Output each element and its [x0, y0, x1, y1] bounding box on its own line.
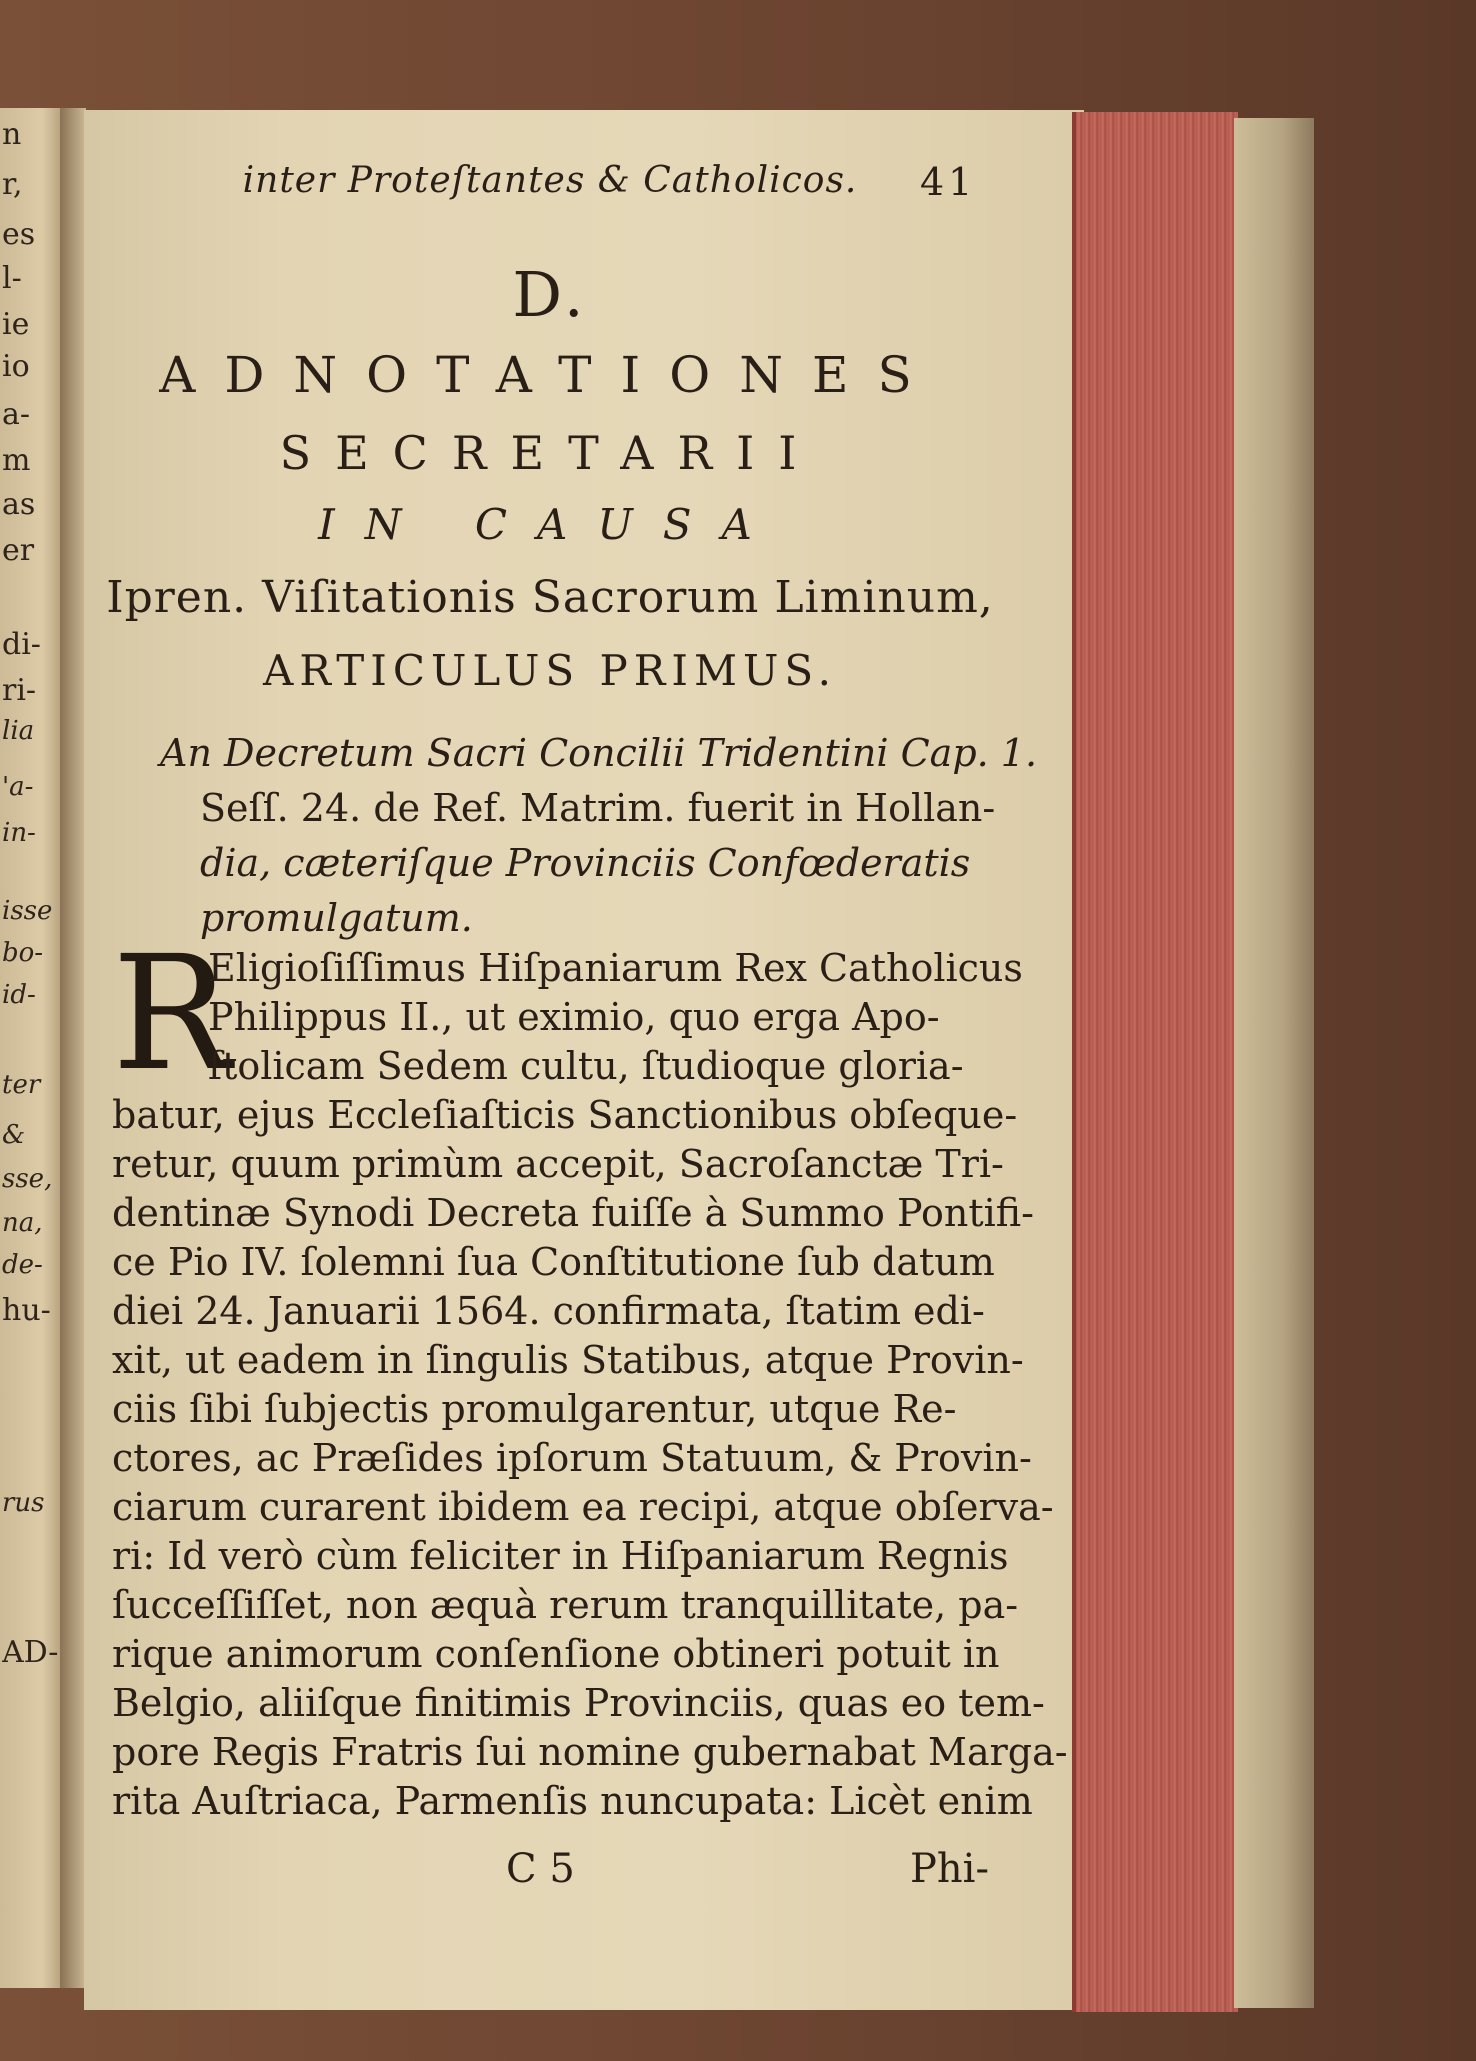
summary-line: dia, cæteriſque Provinciis Confœderatis	[200, 841, 971, 885]
body-line: ciis ſibi ſubjectis promulgarentur, utque Re-	[112, 1387, 957, 1431]
left-page-fragment: di-	[2, 630, 41, 660]
left-page-fragment: de-	[2, 1250, 43, 1280]
body-text	[112, 922, 1068, 1826]
left-page-fragment: ie	[2, 310, 30, 340]
left-page-fragment: id-	[2, 980, 36, 1010]
title-line-4: Ipren. Viſitationis Sacrorum Liminum,	[106, 572, 994, 623]
left-page-fragment: in-	[2, 818, 36, 848]
body-line: ri: Id verò cùm feliciter in Hiſpaniarum Regnis	[112, 1534, 1009, 1578]
left-page-fragment: n	[2, 120, 22, 150]
body-line: diei 24. Januarii 1564. confirmata, ſtatim edi-	[112, 1289, 985, 1333]
left-page-fragment: 'a-	[2, 772, 34, 802]
summary-line: promulgatum.	[200, 896, 473, 940]
left-page-fragment: er	[2, 536, 35, 566]
title-line-2: SECRETARII	[279, 426, 821, 480]
summary-line: Seſſ. 24. de Ref. Matrim. fuerit in Hollan-	[200, 786, 996, 830]
catchword: Phi-	[910, 1846, 989, 1892]
left-page-fragment: as	[2, 490, 36, 520]
gathering-signature: C 5	[506, 1846, 575, 1892]
left-page-fragment: na,	[2, 1208, 43, 1238]
body-line: Philippus II., ut eximio, quo erga Apo-	[208, 995, 940, 1039]
body-line: ſucceſſiſſet, non æquà rerum tranquillitate, pa-	[112, 1583, 1019, 1627]
body-line: rique animorum conſenſione obtineri potuit in	[112, 1632, 1000, 1676]
left-page-fragment: a-	[2, 400, 31, 430]
body-line: retur, quum primùm accepit, Sacroſanctæ Tri-	[112, 1142, 1004, 1186]
body-line: ce Pio IV. ſolemni ſua Conſtitutione ſub datum	[112, 1240, 995, 1284]
vellum-cover-edge	[1234, 118, 1314, 2008]
left-page-fragment: m	[2, 446, 31, 476]
left-page-fragment: ter	[2, 1070, 41, 1100]
running-head: inter Proteſtantes & Catholicos.	[242, 160, 858, 201]
drop-cap: R	[112, 922, 231, 1106]
body-line: ciarum curarent ibidem ea recipi, atque obſerva-	[112, 1485, 1054, 1529]
body-line: pore Regis Fratris ſui nomine gubernabat Marga-	[112, 1730, 1068, 1774]
body-line: Belgio, aliiſque finitimis Provinciis, quas eo tem-	[112, 1681, 1045, 1725]
body-line: Eligioſiſſimus Hiſpaniarum Rex Catholicus	[208, 946, 1023, 990]
left-page-fragment: r,	[2, 170, 23, 200]
left-page-fragment: rus	[2, 1488, 45, 1518]
body-line: dentinæ Synodi Decreta fuiſſe à Summo Pontifi-	[112, 1191, 1034, 1235]
previous-page-edge	[0, 108, 63, 1988]
left-page-fragment: isse	[2, 896, 53, 926]
title-line-5: ARTICULUS PRIMUS.	[263, 646, 837, 695]
left-page-fragment: AD-	[2, 1638, 58, 1668]
signature-mark: D.	[512, 258, 588, 331]
body-line: ctores, ac Præſides ipſorum Statuum, & Provin-	[112, 1436, 1032, 1480]
left-page-fragment: sse,	[2, 1164, 53, 1194]
title-line-3: IN CAUSA	[318, 500, 782, 549]
left-page-fragment: io	[2, 352, 30, 382]
gutter-shadow	[60, 108, 86, 1988]
folio-number: 41	[920, 160, 977, 204]
body-line: batur, ejus Eccleſiaſticis Sanctionibus obſeque-	[112, 1093, 1018, 1137]
title-line-1: ADNOTATIONES	[159, 346, 941, 404]
article-summary	[160, 726, 1038, 946]
left-page-fragment: es	[2, 220, 36, 250]
left-page-fragment: lia	[2, 716, 35, 746]
left-page-fragment: hu-	[2, 1296, 51, 1326]
body-line: ſtolicam Sedem cultu, ſtudioque gloria-	[208, 1044, 964, 1088]
left-page-fragment: bo-	[2, 938, 44, 968]
summary-line: An Decretum Sacri Concilii Tridentini Cap. 1.	[160, 731, 1038, 775]
left-page-fragment: &	[2, 1120, 26, 1150]
left-page-fragment: ri-	[2, 676, 37, 706]
page-edges	[1072, 112, 1238, 2012]
body-line: xit, ut eadem in ſingulis Statibus, atque Provin-	[112, 1338, 1024, 1382]
left-page-fragment: l-	[2, 264, 22, 294]
body-line: rita Auſtriaca, Parmenſis nuncupata: Licèt enim	[112, 1779, 1033, 1823]
